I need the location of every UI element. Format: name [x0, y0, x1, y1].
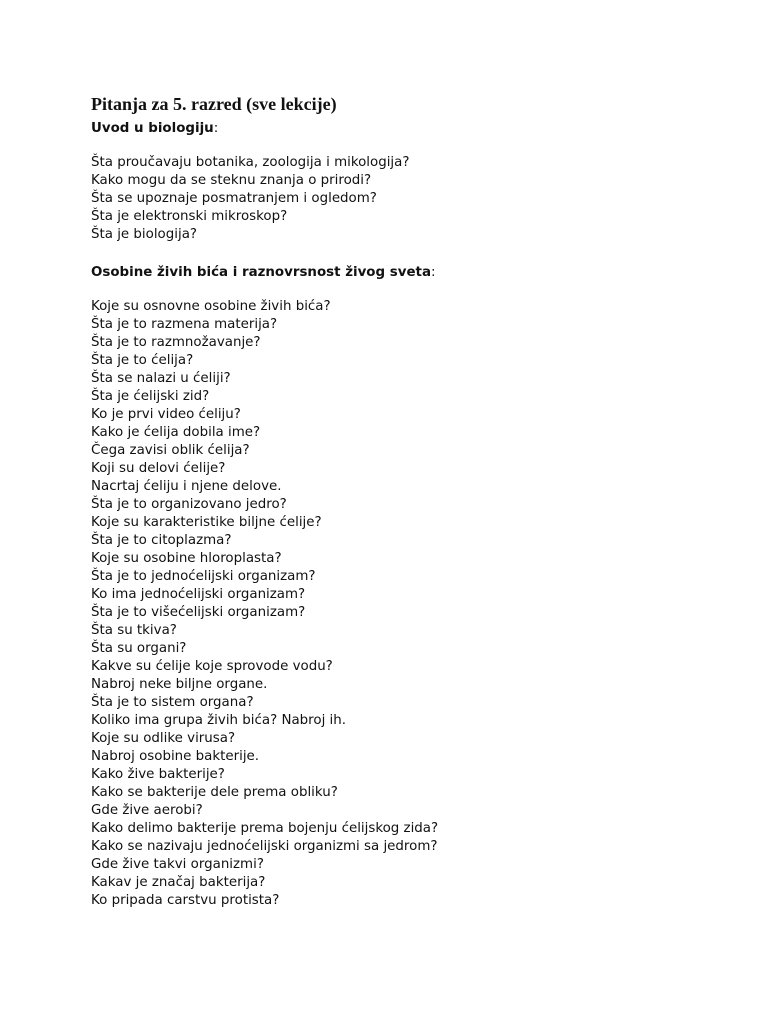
question-item: Šta je to citoplazma?	[91, 533, 232, 548]
question-item: Šta proučavaju botanika, zoologija i mikologija?	[91, 155, 410, 170]
question-item: Kako delimo bakterije prema bojenju ćelijskog zida?	[91, 821, 439, 836]
question-item: Kakve su ćelije koje sprovode vodu?	[91, 659, 333, 674]
question-item: Šta je to jednoćelijski organizam?	[91, 569, 316, 584]
question-item: Kako je ćelija dobila ime?	[91, 425, 261, 440]
question-item: Koje su osnovne osobine živih bića?	[91, 299, 331, 314]
section-heading-living-beings-text: Osobine živih bića i raznovrsnost živog sveta	[91, 265, 431, 280]
section-heading-living-beings-colon: :	[430, 265, 436, 280]
section-heading-intro	[91, 120, 731, 138]
question-item: Šta su tkiva?	[91, 623, 177, 638]
question-item: Kako žive bakterije?	[91, 767, 225, 782]
question-item: Koliko ima grupa živih bića? Nabroj ih.	[91, 713, 347, 728]
question-item: Šta je to razmnožavanje?	[91, 335, 261, 350]
section-heading-intro-text: Uvod u biologiju	[91, 121, 214, 136]
question-item: Kako se bakterije dele prema obliku?	[91, 785, 338, 800]
question-item: Gde žive aerobi?	[91, 803, 203, 818]
question-list-living-beings	[91, 298, 731, 910]
question-item: Kako se nazivaju jednoćelijski organizmi sa jedrom?	[91, 839, 438, 854]
question-item: Šta je to sistem organa?	[91, 695, 254, 710]
question-item: Šta je ćelijski zid?	[91, 389, 210, 404]
question-item: Koje su osobine hloroplasta?	[91, 551, 282, 566]
question-item: Kakav je značaj bakterija?	[91, 875, 266, 890]
question-item: Šta je elektronski mikroskop?	[91, 209, 288, 224]
question-item: Šta su organi?	[91, 641, 187, 656]
question-item: Šta se nalazi u ćeliji?	[91, 371, 231, 386]
question-item: Gde žive takvi organizmi?	[91, 857, 264, 872]
question-item: Čega zavisi oblik ćelija?	[91, 443, 250, 458]
question-item: Šta je to organizovano jedro?	[91, 497, 287, 512]
section-heading-living-beings	[91, 264, 731, 282]
question-item: Kako mogu da se steknu znanja o prirodi?	[91, 173, 372, 188]
question-item: Šta je biologija?	[91, 227, 198, 242]
question-item: Nabroj osobine bakterije.	[91, 749, 260, 764]
question-item: Ko ima jednoćelijski organizam?	[91, 587, 306, 602]
question-item: Nabroj neke biljne organe.	[91, 677, 268, 692]
question-item: Nacrtaj ćeliju i njene delove.	[91, 479, 282, 494]
question-item: Šta je to ćelija?	[91, 353, 194, 368]
question-item: Šta je to višećelijski organizam?	[91, 605, 306, 620]
question-item: Ko pripada carstvu protista?	[91, 893, 280, 908]
question-item: Koji su delovi ćelije?	[91, 461, 226, 476]
question-item: Šta je to razmena materija?	[91, 317, 278, 332]
question-item: Koje su karakteristike biljne ćelije?	[91, 515, 322, 530]
question-item: Šta se upoznaje posmatranjem i ogledom?	[91, 191, 377, 206]
question-list-intro	[91, 154, 731, 244]
question-item: Koje su odlike virusa?	[91, 731, 236, 746]
document-title: Pitanja za 5. razred (sve lekcije)	[91, 94, 337, 114]
question-item: Ko je prvi video ćeliju?	[91, 407, 241, 422]
section-heading-intro-colon: :	[213, 121, 219, 136]
document-page	[91, 92, 731, 910]
